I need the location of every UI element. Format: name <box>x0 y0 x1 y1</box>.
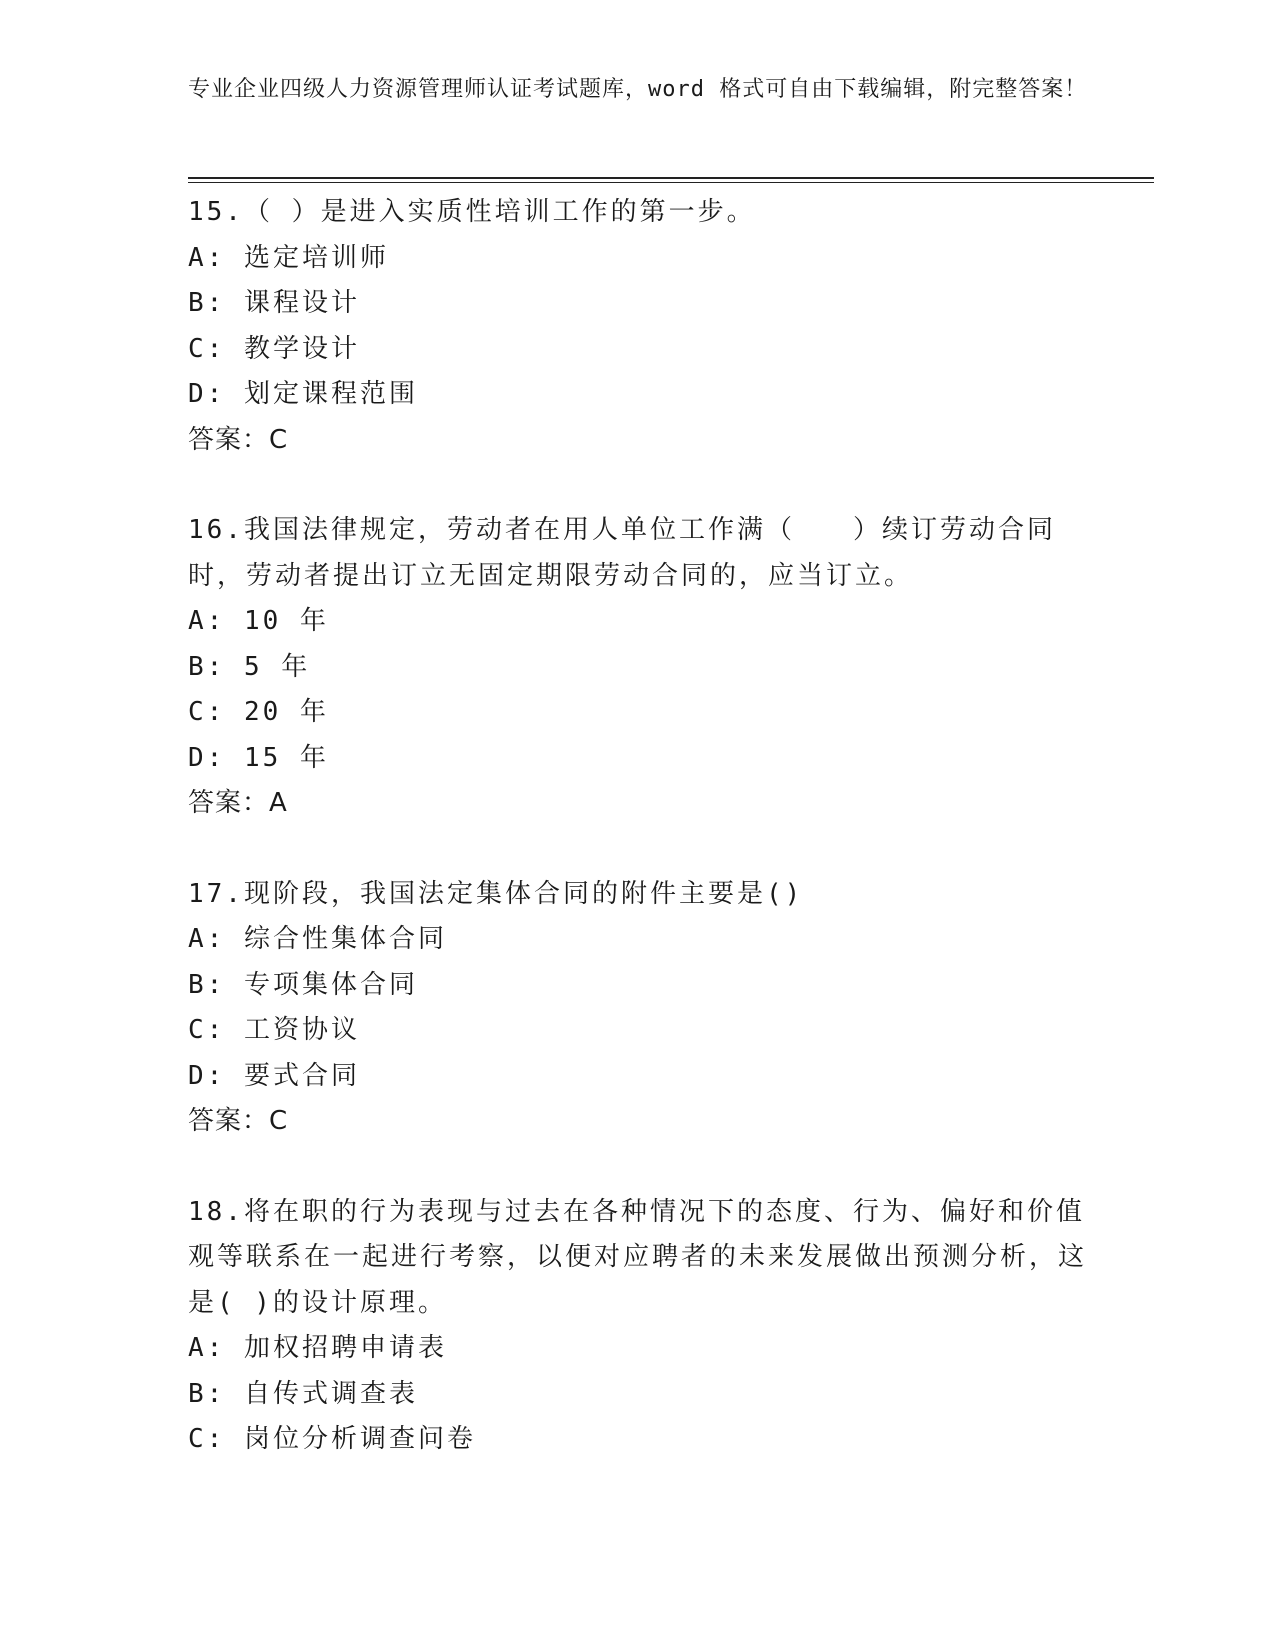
option-b: B: 专项集体合同 <box>188 969 418 1000</box>
option-d: D: 15 年 <box>188 742 329 773</box>
question-18 <box>188 1190 1088 1463</box>
option-c: C: 20 年 <box>188 697 329 727</box>
question-text: 17.现阶段，我国法定集体合同的附件主要是() <box>188 878 804 909</box>
question-text: 18.将在职的行为表现与过去在各种情况下的态度、行为、偏好和价值观等联系在一起进行考察，以便对应聘者的未来发展做出预测分析，这是( )的设计原理。 <box>188 1196 1088 1318</box>
question-text: 15.（ ）是进入实质性培训工作的第一步。 <box>188 197 756 227</box>
header-divider-thick <box>188 177 1154 179</box>
option-d: D: 划定课程范围 <box>188 379 418 409</box>
option-b: B: 自传式调查表 <box>188 1378 418 1409</box>
option-b: B: 课程设计 <box>188 288 360 318</box>
option-c: C: 教学设计 <box>188 333 360 364</box>
answer: 答案：C <box>188 1106 289 1136</box>
option-c: C: 岗位分析调查问卷 <box>188 1424 476 1454</box>
option-b: B: 5 年 <box>188 651 311 682</box>
option-a: A: 综合性集体合同 <box>188 924 447 954</box>
question-16 <box>188 508 1088 827</box>
question-17 <box>188 872 1088 1145</box>
answer: 答案：C <box>188 424 289 455</box>
question-text: 16.我国法律规定，劳动者在用人单位工作满（ ）续订劳动合同时，劳动者提出订立无固定期限劳动合同的，应当订立。 <box>188 515 1056 591</box>
header-divider-thin <box>188 182 1154 183</box>
question-list <box>188 190 1088 1508</box>
option-a: A: 选定培训师 <box>188 242 389 273</box>
option-a: A: 10 年 <box>188 606 329 636</box>
option-c: C: 工资协议 <box>188 1015 360 1045</box>
question-15 <box>188 190 1088 463</box>
document-header: 专业企业四级人力资源管理师认证考试题库，word 格式可自由下载编辑，附完整答案！ <box>188 77 1088 102</box>
option-a: A: 加权招聘申请表 <box>188 1333 447 1363</box>
option-d: D: 要式合同 <box>188 1060 360 1091</box>
answer: 答案：A <box>188 788 288 818</box>
